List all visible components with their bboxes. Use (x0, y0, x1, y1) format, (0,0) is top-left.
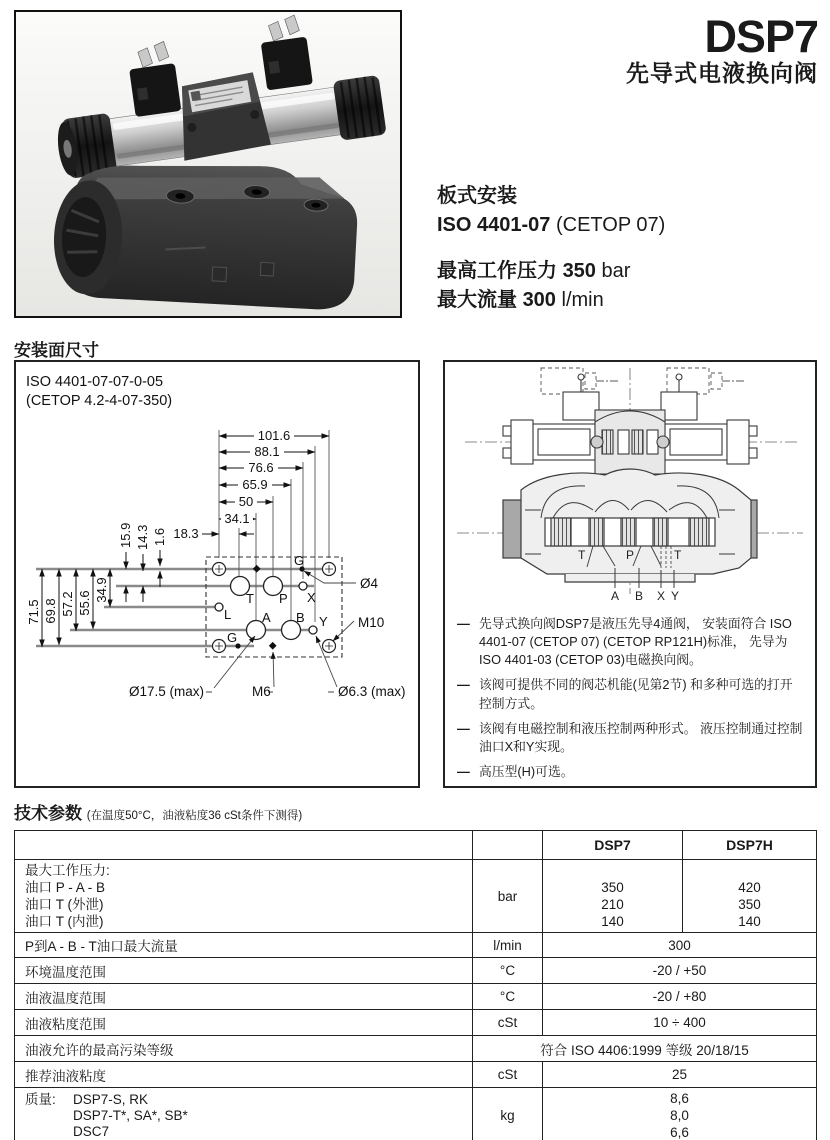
right-end-cap (333, 75, 387, 141)
svg-text:P: P (279, 591, 288, 606)
unit-cell: cSt (473, 1010, 543, 1036)
table-row-viscosity-range: 油液粘度范围 cSt 10 ÷ 400 (15, 1010, 817, 1036)
svg-text:X: X (307, 590, 316, 605)
product-photo-frame (14, 10, 402, 318)
mounting-type: 板式安装 (437, 185, 517, 207)
dash-icon: — (457, 677, 470, 693)
valve-photo-illustration (16, 12, 400, 316)
svg-text:15.9: 15.9 (118, 522, 133, 548)
svg-text:50: 50 (238, 494, 254, 509)
dash-icon: — (457, 764, 470, 780)
cross-section-box (443, 360, 817, 788)
main-valve-body (51, 155, 360, 311)
svg-text:71.5: 71.5 (26, 599, 41, 625)
svg-text:88.1: 88.1 (254, 444, 280, 459)
svg-text:101.6: 101.6 (257, 428, 291, 443)
left-vertical-dim-labels (26, 577, 109, 624)
list-item: — 先导式换向阀DSP7是液压先导4通阀， 安装面符合 ISO 4401-07 (CETOP 07) (CETOP RP121H)标准， 先导为 ISO 4401-03 (CETOP 03)电磁换向阀。 (457, 615, 805, 669)
max-flow-line: 最大流量 300 l/min (437, 289, 604, 311)
table-row-pressure: 最大工作压力: 油口 P - A - B 油口 T (外泄) 油口 T (内泄) bar 350 210 140 420 350 140 (15, 860, 817, 933)
description-list (445, 607, 815, 781)
iso-standard-line: ISO 4401-07 (CETOP 07) (437, 214, 666, 236)
svg-text:Ø6.3 (max): Ø6.3 (max) (338, 684, 406, 699)
svg-text:T: T (674, 548, 682, 562)
top-small-dim-labels (118, 523, 167, 550)
table-row-recommended-viscosity: 推荐油液粘度 cSt 25 (15, 1062, 817, 1088)
col-header-dsp7h: DSP7H (683, 831, 817, 860)
table-row-oil-temp: 油液温度范围 °C -20 / +80 (15, 984, 817, 1010)
unit-cell: °C (473, 958, 543, 984)
svg-text:57.2: 57.2 (60, 591, 75, 617)
svg-text:G: G (294, 553, 305, 568)
list-item: — 该阀可提供不同的阀芯机能(见第2节) 和多种可选的打开控制方式。 (457, 676, 805, 712)
alt-connector-outlines (541, 368, 744, 394)
unit-cell: bar (473, 860, 543, 933)
svg-text:B: B (635, 589, 644, 602)
svg-text:18.3: 18.3 (173, 526, 199, 541)
table-row-contamination: 油液允许的最高污染等级 符合 ISO 4406:1999 等级 20/18/15 (15, 1036, 817, 1062)
svg-text:1.6: 1.6 (152, 527, 167, 546)
bottom-port-labels (611, 589, 679, 602)
table-row-ambient-temp: 环境温度范围 °C -20 / +50 (15, 958, 817, 984)
svg-text:14.3: 14.3 (135, 524, 150, 550)
mounting-dimension-box (14, 360, 420, 788)
svg-text:Y: Y (671, 589, 680, 602)
svg-text:76.6: 76.6 (248, 460, 274, 475)
svg-text:T: T (246, 591, 254, 606)
unit-cell: kg (473, 1088, 543, 1140)
svg-text:T: T (578, 548, 586, 562)
dash-icon: — (457, 616, 470, 631)
main-section (503, 469, 757, 582)
mounting-dimension-drawing (16, 362, 418, 786)
svg-text:M10: M10 (358, 615, 385, 630)
svg-text:X: X (657, 589, 666, 602)
svg-text:55.6: 55.6 (77, 590, 92, 616)
dash-icon: — (457, 720, 470, 736)
intro-block (437, 186, 665, 319)
svg-text:Y: Y (319, 614, 328, 629)
max-pressure-line: 最高工作压力 350 bar (437, 260, 631, 282)
section-heading-tech: 技术参数 (在温度50°C，油液粘度36 cSt条件下测得) (14, 804, 303, 823)
unit-cell: l/min (473, 933, 543, 958)
svg-text:Ø4: Ø4 (360, 576, 379, 591)
svg-text:34.1: 34.1 (224, 511, 250, 526)
table-row-flow: P到A - B - T油口最大流量 l/min 300 (15, 933, 817, 958)
unit-cell: °C (473, 984, 543, 1010)
svg-text:L: L (224, 607, 232, 622)
list-item: — 该阀有电磁控制和液压控制两种形式。 液压控制通过控制油口X和Y实现。 (457, 720, 805, 756)
svg-text:Ø17.5 (max): Ø17.5 (max) (129, 684, 205, 699)
page-title: DSP7 (704, 11, 818, 62)
table-row-mass: 质量: DSP7-S, RK DSP7-T*, SA*, SB* DSC7 kg 8,6 8,0 6,6 (15, 1088, 817, 1140)
svg-text:69.8: 69.8 (43, 598, 58, 624)
drawing-standard-line1: ISO 4401-07-07-0-05 (26, 374, 164, 390)
top-small-dims (126, 550, 160, 602)
cross-section-drawing (445, 362, 815, 602)
svg-text:34.9: 34.9 (94, 577, 109, 603)
unit-cell: cSt (473, 1062, 543, 1088)
svg-text:P: P (626, 548, 635, 562)
list-item: — 高压型(H)可选。 (457, 763, 805, 781)
svg-text:A: A (611, 589, 620, 602)
spec-table (14, 830, 817, 1140)
col-header-dsp7: DSP7 (543, 831, 683, 860)
callout-labels (129, 576, 406, 699)
svg-text:M6: M6 (252, 684, 271, 699)
svg-text:65.9: 65.9 (242, 477, 268, 492)
svg-text:B: B (296, 610, 305, 625)
tech-note: (在温度50°C，油液粘度36 cSt条件下测得) (86, 810, 303, 822)
table-header-row (15, 831, 817, 860)
svg-text:G: G (227, 630, 238, 645)
page-subtitle: 先导式电液换向阀 (626, 60, 818, 86)
svg-text:A: A (262, 610, 271, 625)
section-heading-mounting: 安装面尺寸 (14, 341, 99, 360)
drawing-standard-line2: (CETOP 4.2-4-07-350) (26, 393, 173, 409)
